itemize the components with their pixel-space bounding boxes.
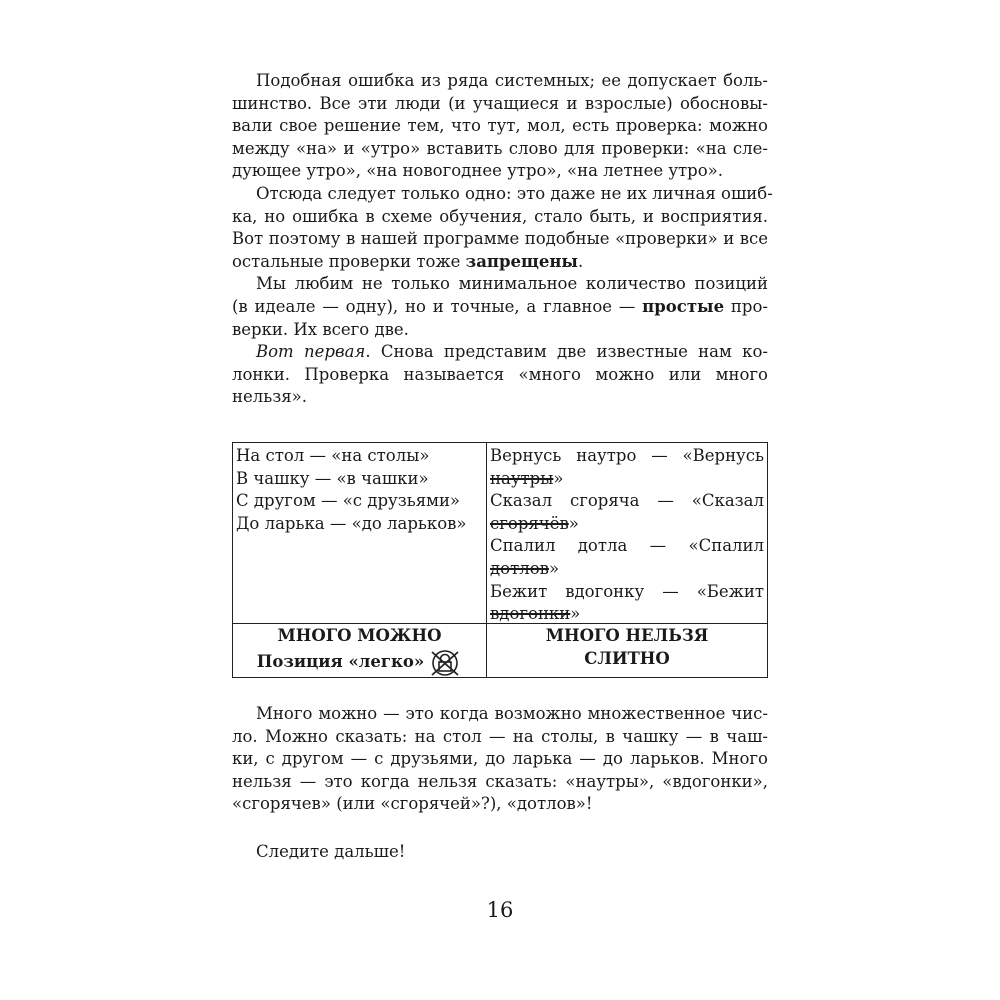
closing-quote: »	[553, 468, 564, 488]
crossed-lock-icon	[428, 648, 462, 678]
bold-text: простые	[642, 296, 725, 316]
closing-quote: »	[548, 558, 560, 578]
paragraph-1	[232, 70, 768, 183]
paragraph-3	[232, 273, 768, 341]
text-run: (в идеале — одну), но и точные, а главное —	[232, 296, 643, 316]
text-line: ки, с другом — с друзьями, до ларька — до ларьков. Много	[232, 749, 768, 769]
footer-title: МНОГО НЕЛЬЗЯ	[545, 626, 709, 645]
closing-quote: »	[568, 513, 579, 533]
example-tail	[490, 603, 764, 626]
text-line: «сгорячев» (или «сгорячей»?), «дотлов»!	[232, 794, 593, 814]
text-line: Вот поэтому в нашей программе подобные «проверки» и все	[232, 229, 768, 249]
example-head: Спалил дотла — «Спалил	[490, 536, 764, 556]
text-line: Отсюда следует только одно: это даже не их личная ошиб-	[256, 183, 773, 203]
explanation-paragraph	[232, 703, 768, 816]
follow-note: Следите дальше!	[256, 842, 406, 861]
text-line: нельзя — это когда нельзя сказать: «наутры», «вдогонки»,	[232, 771, 768, 791]
text-line: верки. Их всего две.	[232, 319, 409, 339]
text-run: . Снова представим две известные нам ко-	[365, 342, 768, 362]
text-line: ло. Можно сказать: на стол — на столы, в чашку — в чаш-	[232, 726, 768, 746]
struck-word: дотлов	[490, 558, 549, 578]
example-entry	[490, 490, 764, 535]
example-head: Сказал сгоряча — «Сказал	[490, 491, 764, 511]
example-entry	[490, 445, 764, 490]
text-line: нельзя».	[232, 387, 307, 407]
text-line: Мы любим не только минимальное количество позиций	[256, 274, 768, 294]
struck-word: вдогонки	[490, 604, 571, 624]
intro-text	[232, 70, 773, 409]
footer-title: МНОГО МОЖНО	[277, 626, 442, 645]
italic-text: Вот первая	[256, 342, 366, 362]
example-head: Бежит вдогонку — «Бежит	[490, 581, 764, 601]
text-line: лонки. Проверка называется «много можно или много	[232, 364, 768, 384]
example-tail	[490, 558, 764, 581]
rule-table	[232, 442, 768, 678]
example-tail	[490, 513, 764, 536]
text-line: дующее утро», «на новогоднее утро», «на летнее утро».	[232, 161, 724, 181]
text-line	[232, 251, 768, 274]
example-row: На стол — «на столы»	[236, 446, 430, 465]
text-line: вали свое решение тем, что тут, мол, есть проверка: можно	[232, 116, 768, 136]
struck-word: сгорячёв	[490, 513, 569, 533]
footer-subtitle: СЛИТНО	[584, 648, 670, 668]
example-tail	[490, 468, 764, 491]
footer-subtitle: Позиция «легко»	[256, 652, 425, 672]
bold-text: запрещены	[465, 251, 578, 271]
text-run: .	[577, 251, 584, 271]
footer-cannot-many	[487, 625, 767, 670]
text-line: ка, но ошибка в схеме обучения, стало быть, и восприятия.	[232, 206, 768, 226]
example-row: В чашку — «в чашки»	[236, 468, 429, 488]
text-line: между «на» и «утро» вставить слово для проверки: «на сле-	[232, 138, 768, 158]
page-number: 16	[486, 898, 514, 922]
example-entry	[490, 581, 764, 626]
text-line	[232, 341, 768, 364]
example-row: С другом — «с друзьями»	[236, 491, 461, 511]
text-line	[232, 296, 768, 319]
example-entry	[490, 535, 764, 580]
footer-can-many	[233, 625, 486, 678]
text-line: шинство. Все эти люди (и учащиеся и взрослые) обосновы-	[232, 93, 768, 113]
cannot-many-examples	[490, 445, 764, 626]
text-run: про-	[724, 296, 768, 316]
can-many-examples	[236, 445, 484, 535]
example-head: Вернусь наутро — «Вернусь	[490, 446, 764, 465]
text-line: Подобная ошибка из ряда системных; ее допускает боль-	[256, 71, 768, 90]
paragraph-4	[232, 341, 768, 409]
paragraph-2	[232, 183, 773, 273]
closing-quote: »	[570, 604, 581, 624]
text-run: остальные проверки тоже	[232, 251, 466, 271]
text-line: Много можно — это когда возможно множественное чис-	[256, 704, 768, 723]
struck-word: наутры	[490, 468, 554, 488]
footer-subtitle-row	[257, 648, 463, 678]
example-row: До ларька — «до ларьков»	[236, 513, 467, 533]
